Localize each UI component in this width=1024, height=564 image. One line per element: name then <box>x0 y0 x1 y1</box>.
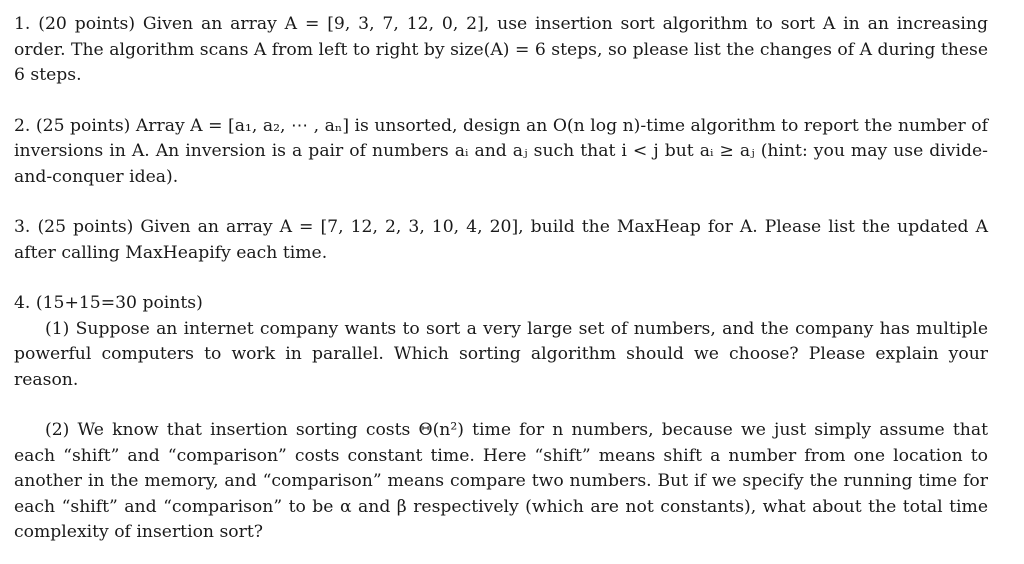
problem-2 <box>14 114 988 191</box>
problem-3-text: (25 points) Given an array A = [7, 12, 2, 3, 10, 4, 20], build the MaxHeap for A. Please list the updated A after calling MaxHeapify each time. <box>14 217 989 263</box>
problem-4-heading-line <box>14 291 988 317</box>
problem-4-part-1: (1) Suppose an internet company wants to sort a very large set of numbers, and the company has multiple powerful computers to work in parallel. Which sorting algorithm should we choose? Please explain your reason. <box>14 318 988 390</box>
problem-1-number: 1. <box>14 14 31 34</box>
problem-2-number: 2. <box>14 115 31 136</box>
problem-4-number: 4. <box>14 293 31 313</box>
problem-3-number: 3. <box>14 217 31 237</box>
problem-2-text: (25 points) Array A = [a₁, a₂, ⋯ , aₙ] is unsorted, design an O(n log n)-time algorithm to report the number of inversions in A. An inversion is a pair of numbers aᵢ and aⱼ such that i < j but aᵢ ≥ aⱼ (hint: you may use divide-and-conquer idea). <box>14 115 988 187</box>
problem-3 <box>14 215 988 266</box>
problem-4-part-2: (2) We know that insertion sorting costs Θ(n²) time for n numbers, because we just simply assume that each “shift” and “comparison” costs constant time. Here “shift” means shift a number from one location to another in the memory, and “comparison” means compare two numbers. But if we specify the running time for each “shift” and “comparison” to be α and β respectively (which are not constants), what about the total time complexity of insertion sort? <box>14 420 988 542</box>
problem-1-text: (20 points) Given an array A = [9, 3, 7, 12, 0, 2], use insertion sort algorithm to sort A in an increasing order. The algorithm scans A from left to right by size(A) = 6 steps, so please list the changes of A during these 6 steps. <box>14 14 989 85</box>
problem-4 <box>14 291 988 546</box>
problem-4-heading: (15+15=30 points) <box>35 293 203 313</box>
problem-1 <box>14 12 988 89</box>
